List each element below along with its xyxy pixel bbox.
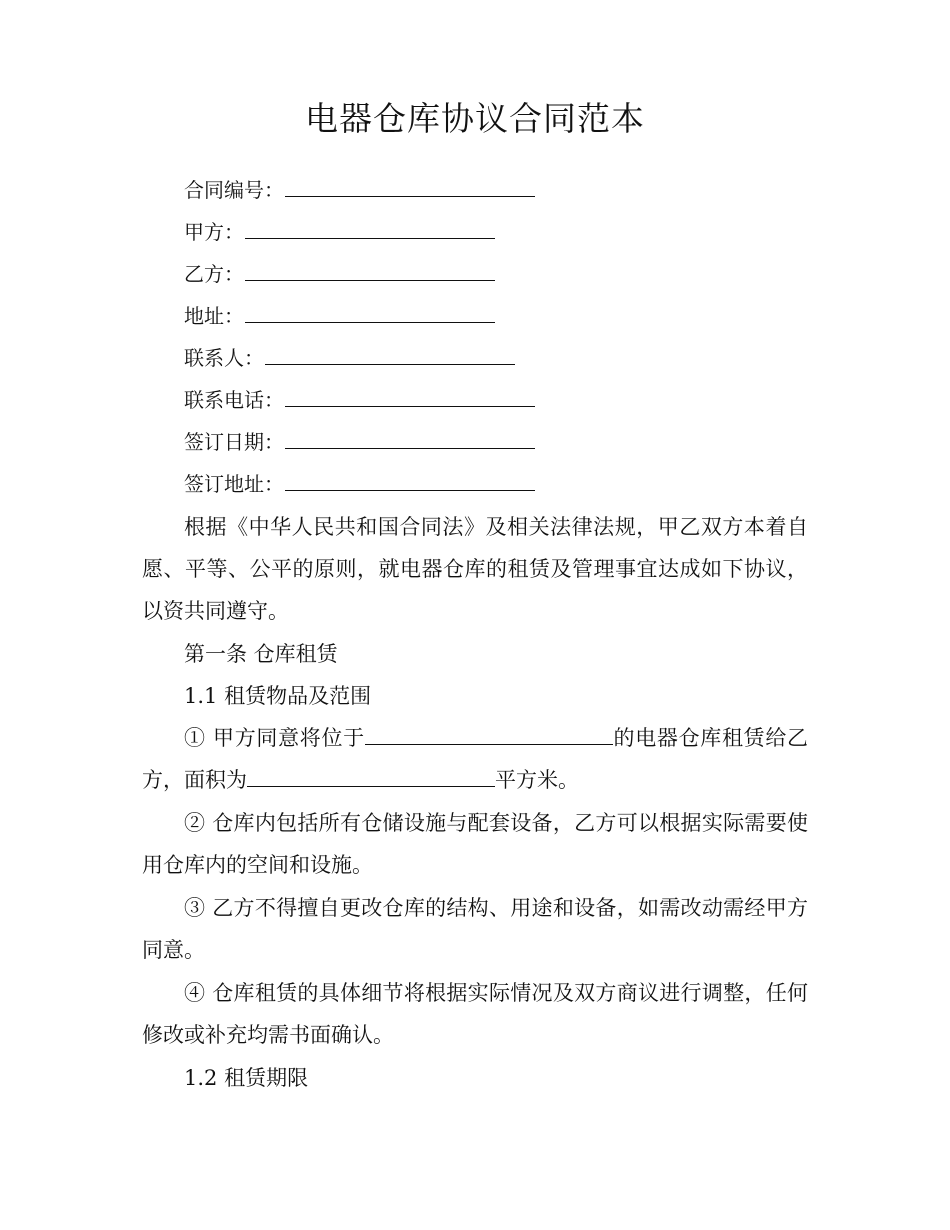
item-1-paragraph — [142, 717, 808, 801]
field-label: 签订地址： — [184, 472, 284, 496]
field-label: 甲方： — [184, 220, 244, 244]
area-blank — [247, 766, 495, 787]
location-blank — [365, 724, 613, 745]
field-label: 联系电话： — [184, 388, 284, 412]
blank-line — [285, 175, 535, 197]
item-3-paragraph: ③ 乙方不得擅自更改仓库的结构、用途和设备，如需改动需经甲方同意。 — [142, 896, 808, 962]
field-label: 地址： — [184, 304, 244, 328]
section-1-2-heading: 1.2 租赁期限 — [184, 1066, 309, 1090]
field-label: 合同编号： — [184, 178, 284, 202]
field-label: 乙方： — [184, 262, 244, 286]
field-signing-date — [184, 427, 535, 456]
article-1-heading: 第一条 仓库租赁 — [184, 642, 338, 666]
blank-line — [285, 469, 535, 491]
blank-line — [245, 301, 495, 323]
field-party-b — [184, 259, 495, 288]
document-title: 电器仓库协议合同范本 — [305, 99, 645, 138]
item-1-text-a: ① 甲方同意将位于 — [184, 726, 365, 750]
item-1-text-c: 平方米。 — [495, 768, 579, 792]
item-2-paragraph: ② 仓库内包括所有仓储设施与配套设备，乙方可以根据实际需要使用仓库内的空间和设施。 — [142, 811, 808, 877]
blank-line — [245, 217, 495, 239]
blank-line — [285, 385, 535, 407]
field-label: 联系人： — [184, 346, 264, 370]
field-address — [184, 301, 495, 330]
item-4-paragraph: ④ 仓库租赁的具体细节将根据实际情况及双方商议进行调整，任何修改或补充均需书面确认。 — [142, 981, 808, 1047]
blank-line — [285, 427, 535, 449]
section-1-1-heading: 1.1 租赁物品及范围 — [184, 684, 372, 708]
blank-line — [265, 343, 515, 365]
field-party-a — [184, 217, 495, 246]
blank-line — [245, 259, 495, 281]
intro-paragraph: 根据《中华人民共和国合同法》及相关法律法规，甲乙双方本着自愿、平等、公平的原则，就电器仓库的租赁及管理事宜达成如下协议，以资共同遵守。 — [142, 515, 808, 623]
item-1-text-b: 的电器仓库租赁给乙方，面积为 — [142, 726, 808, 792]
field-label: 签订日期： — [184, 430, 284, 454]
field-contact-phone — [184, 385, 535, 414]
field-signing-place — [184, 469, 535, 498]
field-contract-number — [184, 175, 535, 204]
field-contact-person — [184, 343, 515, 372]
